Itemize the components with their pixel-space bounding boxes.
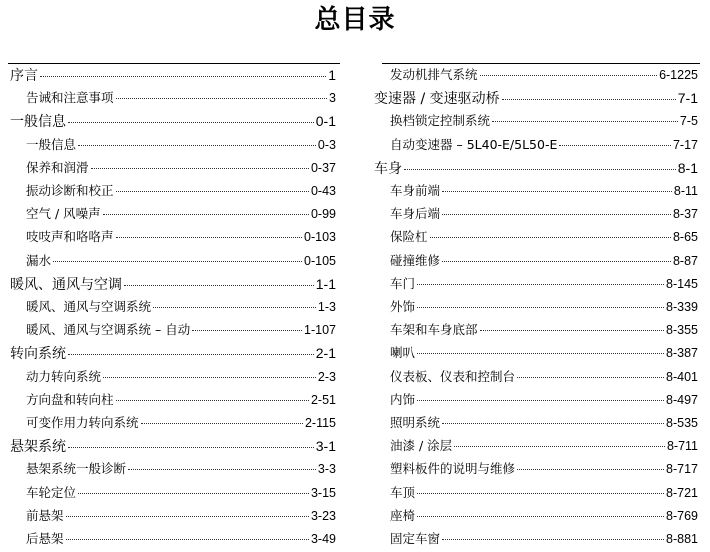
dot-leader <box>417 516 664 517</box>
toc-entry-label: 暖风、通风与空调系统 – 自动 <box>26 322 191 338</box>
toc-entry-label: 漏水 <box>26 252 52 268</box>
dot-leader <box>417 284 664 285</box>
dot-leader <box>442 423 664 424</box>
toc-entry[interactable] <box>26 367 336 390</box>
toc-entry[interactable] <box>390 459 698 482</box>
toc-entry[interactable] <box>390 227 698 250</box>
toc-entry[interactable] <box>26 227 336 250</box>
toc-entry-page: 8-65 <box>672 230 698 245</box>
toc-entry-page: 1-3 <box>317 300 336 314</box>
toc-entry-label: 变速器 / 变速驱动桥 <box>374 91 500 108</box>
toc-entry-label: 前悬架 <box>26 507 64 523</box>
toc-entry[interactable] <box>26 251 336 274</box>
title-rule-left <box>8 63 340 64</box>
toc-entry-page: 8-339 <box>666 300 698 314</box>
dot-leader <box>103 377 316 378</box>
toc-entry[interactable] <box>390 436 698 459</box>
dot-leader <box>404 169 676 170</box>
toc-entry-label: 一般信息 <box>26 136 77 152</box>
toc-entry-page: 2-3 <box>317 369 336 384</box>
toc-entry-label: 吱吱声和咯咯声 <box>26 229 114 245</box>
toc-entry[interactable] <box>26 483 336 506</box>
dot-leader <box>116 191 309 192</box>
toc-entry-label: 悬架系统一般诊断 <box>26 461 127 477</box>
toc-entry-label: 暖风、通风与空调 <box>10 276 122 293</box>
toc-entry-page: 3-15 <box>310 485 336 500</box>
dot-leader <box>68 354 314 355</box>
toc-entry[interactable] <box>26 158 336 181</box>
toc-entry-label: 悬架系统 <box>10 439 66 456</box>
title-rule-right <box>382 63 700 64</box>
toc-entry-page: 0-37 <box>310 160 336 175</box>
toc-entry-page: 6-1225 <box>659 68 698 82</box>
toc-entry-label: 暖风、通风与空调系统 <box>26 299 152 314</box>
toc-entry-page: 8-401 <box>666 369 698 384</box>
toc-entry-label: 碰撞维修 <box>390 252 441 268</box>
dot-leader <box>559 145 671 146</box>
toc-entry-page: 8-769 <box>666 508 698 523</box>
toc-entry-page: 7-5 <box>679 114 698 129</box>
toc-entry-page: 1-107 <box>304 323 336 338</box>
dot-leader <box>517 377 664 378</box>
dot-leader <box>442 214 671 215</box>
toc-entry[interactable] <box>390 343 698 366</box>
toc-entry-label: 转向系统 <box>10 346 66 363</box>
toc-entry-page: 8-37 <box>672 207 698 222</box>
toc-entry-label: 车身前端 <box>390 183 441 198</box>
toc-entry-label: 车架和车身底部 <box>390 322 478 338</box>
dot-leader <box>116 400 309 401</box>
toc-entry[interactable] <box>390 65 698 88</box>
toc-entry-page: 8-881 <box>666 532 698 546</box>
toc-entry[interactable] <box>26 135 336 158</box>
toc-entry[interactable] <box>390 204 698 227</box>
toc-chapter[interactable] <box>10 111 336 134</box>
toc-entry-label: 换档锁定控制系统 <box>390 113 491 129</box>
toc-entry[interactable] <box>390 529 698 552</box>
toc-entry[interactable] <box>26 181 336 204</box>
toc-entry-label: 保养和润滑 <box>26 159 89 175</box>
toc-entry[interactable] <box>390 367 698 390</box>
toc-entry[interactable] <box>26 320 336 343</box>
toc-entry-label: 振动诊断和校正 <box>26 183 114 198</box>
toc-entry-page: 8-711 <box>666 439 698 454</box>
dot-leader <box>430 237 671 238</box>
toc-entry-label: 方向盘和转向柱 <box>26 391 114 407</box>
toc-entry[interactable] <box>26 204 336 227</box>
dot-leader <box>91 168 309 169</box>
toc-entry[interactable] <box>26 297 336 320</box>
toc-entry[interactable] <box>26 413 336 436</box>
dot-leader <box>53 261 302 262</box>
toc-entry-page: 2-115 <box>304 416 336 430</box>
toc-entry-page: 8-355 <box>666 323 698 338</box>
toc-entry[interactable] <box>390 506 698 529</box>
toc-entry-page: 0-105 <box>304 253 336 268</box>
toc-entry-page: 0-103 <box>304 230 336 245</box>
dot-leader <box>68 122 314 123</box>
toc-entry-label: 车身 <box>374 160 402 177</box>
toc-entry-label: 发动机排气系统 <box>390 67 478 82</box>
toc-entry-page: 0-99 <box>310 207 336 222</box>
toc-entry-label: 喇叭 <box>390 345 416 361</box>
toc-entry-label: 车顶 <box>390 484 416 500</box>
toc-entry-page: 8-11 <box>673 184 698 198</box>
toc-entry-page: 8-721 <box>666 485 698 500</box>
dot-leader <box>417 493 664 494</box>
toc-entry[interactable] <box>390 135 698 158</box>
dot-leader <box>124 285 314 286</box>
toc-entry[interactable] <box>390 181 698 204</box>
page-title: 总目录 <box>314 5 396 35</box>
toc-entry-label: 空气 / 风噪声 <box>26 206 101 222</box>
dot-leader <box>116 98 328 99</box>
toc-entry-label: 序言 <box>10 68 38 84</box>
toc-entry-label: 固定车窗 <box>390 531 441 546</box>
dot-leader <box>153 307 316 308</box>
toc-entry[interactable] <box>390 274 698 297</box>
toc-entry[interactable] <box>26 506 336 529</box>
toc-entry-label: 动力转向系统 <box>26 368 102 384</box>
toc-chapter[interactable] <box>10 343 336 366</box>
toc-entry[interactable] <box>390 251 698 274</box>
dot-leader <box>502 99 676 100</box>
toc-entry-label: 照明系统 <box>390 415 441 430</box>
toc-entry-label: 后悬架 <box>26 531 64 546</box>
toc-chapter[interactable] <box>374 88 698 111</box>
toc-entry[interactable] <box>390 297 698 320</box>
toc-entry-page: 8-87 <box>672 253 698 268</box>
dot-leader <box>417 400 664 401</box>
dot-leader <box>492 121 678 122</box>
toc-chapter[interactable] <box>10 436 336 459</box>
dot-leader <box>417 307 664 308</box>
toc-entry-label: 内饰 <box>390 391 416 407</box>
toc-entry-page: 0-1 <box>315 113 336 130</box>
toc-entry-page: 3 <box>329 91 336 106</box>
toc-entry-page: 3-49 <box>310 532 336 546</box>
toc-entry-label: 车轮定位 <box>26 484 77 500</box>
toc-entry-page: 8-497 <box>666 392 698 407</box>
toc-entry-label: 保险杠 <box>390 229 428 245</box>
dot-leader <box>442 539 664 540</box>
dot-leader <box>517 469 664 470</box>
toc-entry[interactable] <box>390 413 698 436</box>
dot-leader <box>192 330 302 331</box>
toc-entry-page: 2-51 <box>310 392 336 407</box>
dot-leader <box>442 191 672 192</box>
toc-entry[interactable] <box>390 320 698 343</box>
dot-leader <box>141 423 303 424</box>
dot-leader <box>78 145 316 146</box>
toc-entry-page: 3-23 <box>310 508 336 523</box>
toc-entry-label: 可变作用力转向系统 <box>26 415 139 430</box>
toc-chapter[interactable] <box>10 65 336 88</box>
toc-entry[interactable] <box>390 111 698 134</box>
dot-leader <box>66 516 309 517</box>
toc-entry-label: 车门 <box>390 275 416 291</box>
toc-entry-label: 车身后端 <box>390 206 441 222</box>
toc-entry-label: 仪表板、仪表和控制台 <box>390 368 516 384</box>
toc-entry-label: 油漆 / 涂层 <box>390 438 453 454</box>
toc-entry-page: 2-1 <box>315 345 336 362</box>
dot-leader <box>454 446 665 447</box>
toc-entry-page: 1 <box>328 67 336 83</box>
dot-leader <box>103 214 309 215</box>
dot-leader <box>40 76 326 77</box>
toc-chapter[interactable] <box>374 158 698 181</box>
dot-leader <box>442 261 671 262</box>
toc-entry-page: 3-1 <box>315 438 336 455</box>
dot-leader <box>480 330 665 331</box>
toc-entry-label: 塑料板件的说明与维修 <box>390 461 516 477</box>
toc-entry-page: 7-1 <box>677 90 698 107</box>
toc-entry[interactable] <box>26 459 336 482</box>
toc-entry-label: 告诫和注意事项 <box>26 90 114 106</box>
toc-entry[interactable] <box>26 390 336 413</box>
dot-leader <box>417 353 664 354</box>
toc-entry[interactable] <box>26 88 336 111</box>
dot-leader <box>116 237 303 238</box>
toc-entry-label: 外饰 <box>390 299 416 314</box>
toc-entry-label: 一般信息 <box>10 114 66 131</box>
toc-entry-page: 3-3 <box>317 462 336 477</box>
toc-entry-label: 座椅 <box>390 507 416 523</box>
toc-chapter[interactable] <box>10 274 336 297</box>
dot-leader <box>68 447 314 448</box>
toc-entry-page: 8-145 <box>666 276 698 291</box>
toc-entry[interactable] <box>26 529 336 552</box>
toc-entry[interactable] <box>390 390 698 413</box>
toc-entry-label: 自动变速器 – 5L40-E/5L50-E <box>390 136 558 152</box>
toc-entry-page: 1-1 <box>315 275 336 292</box>
dot-leader <box>128 469 316 470</box>
dot-leader <box>78 493 309 494</box>
toc-entry[interactable] <box>390 483 698 506</box>
toc-entry-page: 0-3 <box>317 137 336 152</box>
toc-entry-page: 7-17 <box>672 137 698 152</box>
toc-entry-page: 8-1 <box>677 159 698 176</box>
toc-entry-page: 8-717 <box>666 462 698 477</box>
dot-leader <box>66 539 309 540</box>
toc-entry-page: 0-43 <box>310 184 336 198</box>
toc-entry-page: 8-387 <box>666 346 698 361</box>
toc-entry-page: 8-535 <box>666 416 698 430</box>
dot-leader <box>480 75 658 76</box>
